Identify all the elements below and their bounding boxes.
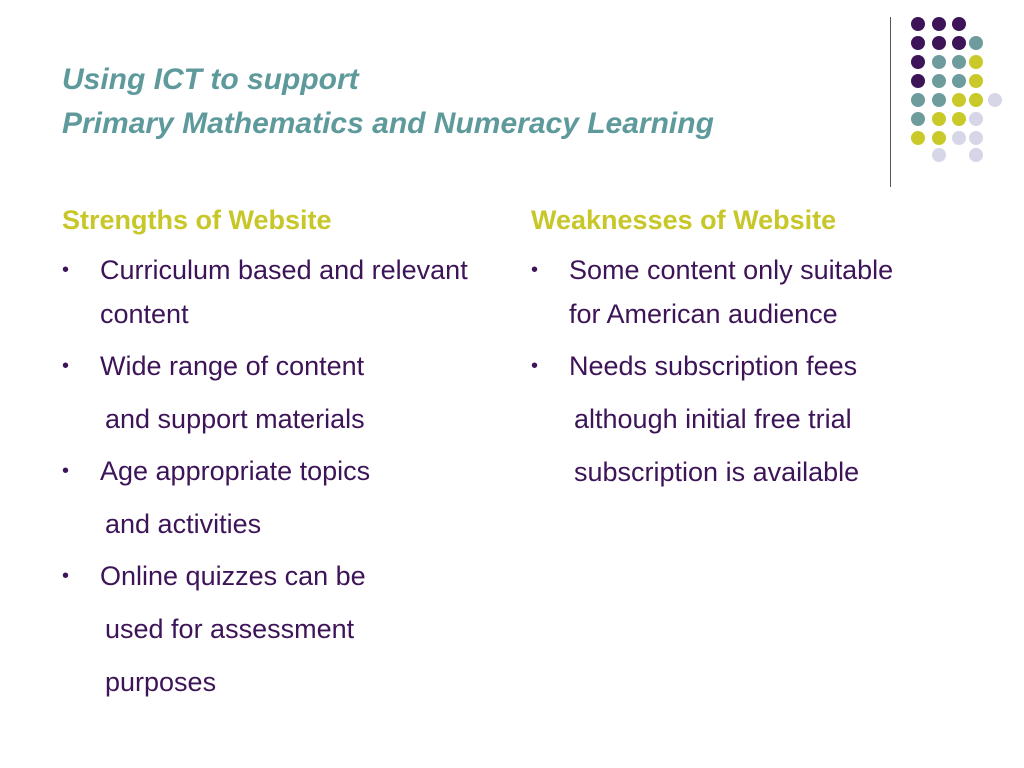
list-item-text: and support materials [105, 404, 365, 434]
list-item-text: Curriculum based and relevant content [100, 255, 468, 329]
list-item-text: Age appropriate topics [100, 456, 371, 486]
list-item-text: although initial free trial [574, 404, 852, 434]
list-item [531, 344, 961, 388]
decor-dot [911, 131, 925, 145]
bullet-icon: • [62, 565, 70, 587]
list-item-continuation [531, 397, 961, 441]
list-item-continuation [62, 607, 492, 651]
list-item-text: purposes [105, 667, 217, 697]
decor-dot [952, 131, 966, 145]
list-item-text: Wide range of content [100, 351, 365, 381]
decor-dot [969, 74, 983, 88]
slide-title [62, 58, 714, 146]
decor-dot [969, 55, 983, 69]
list-item [62, 248, 492, 336]
decor-dot [952, 112, 966, 126]
bullet-icon: • [62, 460, 70, 482]
list-item [62, 554, 492, 598]
list-item-text: Online quizzes can be [100, 561, 366, 591]
list-item-text: and activities [105, 509, 262, 539]
decor-dot [952, 74, 966, 88]
decor-dot [932, 55, 946, 69]
weaknesses-list [531, 248, 961, 494]
decor-dot [988, 93, 1002, 107]
decor-dot [932, 148, 946, 162]
list-item-continuation [62, 660, 492, 704]
bullet-icon: • [531, 259, 539, 281]
decor-dot [969, 93, 983, 107]
list-item-text: Some content only suitable for American audience [569, 255, 894, 329]
list-item [531, 248, 929, 336]
weaknesses-column [531, 200, 961, 494]
decor-dot [911, 74, 925, 88]
decor-dot [911, 17, 925, 31]
decor-dot [932, 17, 946, 31]
list-item [62, 344, 492, 388]
decor-dot [911, 93, 925, 107]
decor-dot [969, 148, 983, 162]
list-item-text: subscription is available [574, 457, 860, 487]
list-item-text: Needs subscription fees [569, 351, 858, 381]
list-item-continuation [62, 397, 492, 441]
weaknesses-heading: Weaknesses of Website [531, 205, 837, 235]
decor-dot [969, 131, 983, 145]
decor-dot [952, 36, 966, 50]
list-item-continuation [531, 450, 961, 494]
decor-dot [911, 55, 925, 69]
decor-dot [911, 36, 925, 50]
decorative-dot-grid [911, 17, 1011, 167]
list-item-text: used for assessment [105, 614, 355, 644]
decor-dot [932, 74, 946, 88]
decor-dot [969, 112, 983, 126]
list-item-continuation [62, 502, 492, 546]
decor-dot [932, 112, 946, 126]
list-item [62, 449, 492, 493]
title-line-2: Primary Mathematics and Numeracy Learning [62, 107, 714, 140]
decor-dot [932, 93, 946, 107]
decor-dot [911, 112, 925, 126]
divider-line [890, 17, 891, 187]
strengths-heading: Strengths of Website [62, 205, 332, 235]
decor-dot [952, 17, 966, 31]
strengths-column [62, 200, 492, 704]
bullet-icon: • [62, 259, 70, 281]
bullet-icon: • [531, 355, 539, 377]
decor-dot [932, 131, 946, 145]
decor-dot [969, 36, 983, 50]
decor-dot [952, 55, 966, 69]
title-line-1: Using ICT to support [62, 63, 359, 96]
strengths-list [62, 248, 492, 704]
bullet-icon: • [62, 355, 70, 377]
decor-dot [952, 93, 966, 107]
decor-dot [932, 36, 946, 50]
